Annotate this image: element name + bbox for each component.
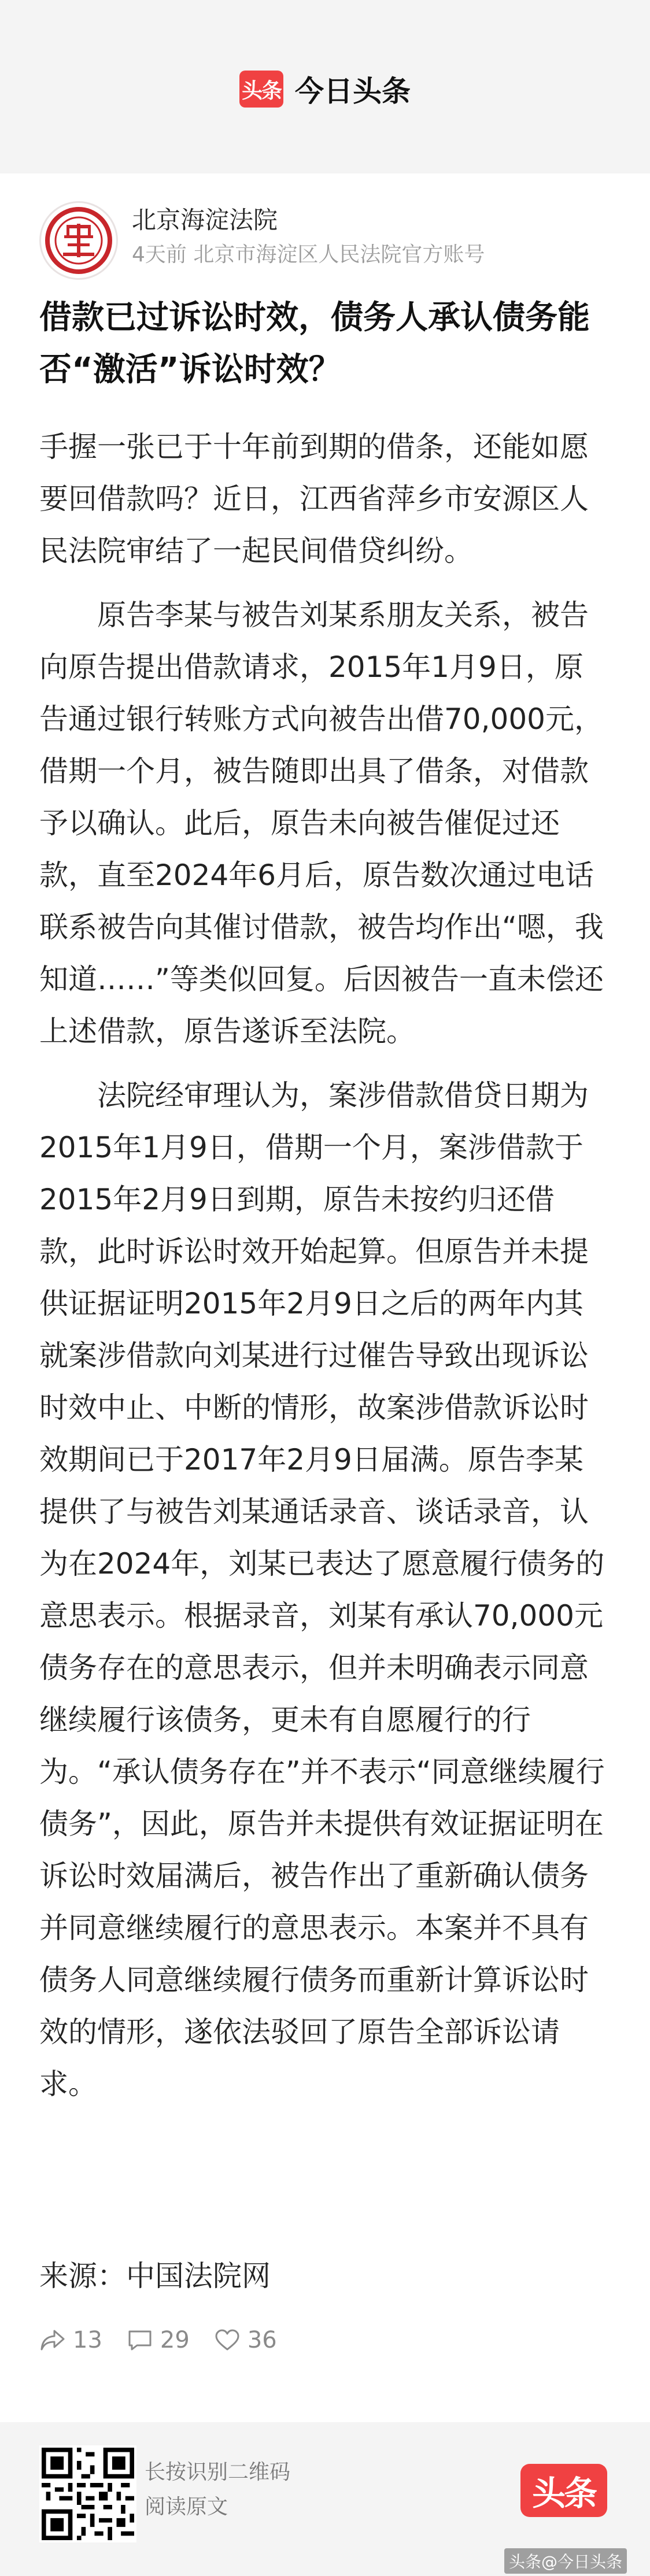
action-bar (39, 2317, 301, 2363)
article-body (39, 421, 612, 2122)
article-paragraph: 法院经审理认为，案涉借款借贷日期为2015年1月9日，借期一个月，案涉借款于2015年2月9日到期，原告未按约归还借款，此时诉讼时效开始起算。但原告并未提供证据证明2015年2月9日之后的两年内其就案涉借款向刘某进行过催告导致出现诉讼时效中止、中断的情形，故案涉借款诉讼时效期间已于2017年2月9日届满。原告李某提供了与被告刘某通话录音、谈话录音，认为在2024年，刘某已表达了愿意履行债务的意思表示。根据录音，刘某有承认70,000元债务存在的意思表示，但并未明确表示同意继续履行该债务，更未有自愿履行的行为。“承认债务存在”并不表示“同意继续履行债务”，因此，原告并未提供有效证据证明在诉讼时效届满后，被告作出了重新确认债务并同意继续履行的意思表示。本案并不具有债务人同意继续履行债务而重新计算诉讼时效的情形，遂依法驳回了原告全部诉讼请求。 (39, 1079, 605, 2101)
toutiao-logo-icon: 头条 (239, 71, 283, 108)
qr-code[interactable] (39, 2445, 136, 2542)
author-block[interactable] (39, 197, 618, 277)
heart-icon (214, 2329, 241, 2352)
qr-code-icon (42, 2448, 134, 2540)
share-icon (39, 2329, 66, 2352)
comment-button[interactable] (127, 2327, 190, 2353)
article-source: 来源：中国法院网 (39, 2259, 271, 2293)
comment-icon (127, 2329, 153, 2352)
court-emblem-avatar[interactable] (39, 201, 118, 280)
article-paragraph: 原告李某与被告刘某系朋友关系，被告向原告提出借款请求，2015年1月9日，原告通过银行转账方式向被告出借70,000元，借期一个月，被告随即出具了借条，对借款予以确认。此后，原告未向被告催促过还款，直至2024年6月后，原告数次通过电话联系被告向其催讨借款，被告均作出“嗯，我知道……”等类似回复。后因被告一直未偿还上述借款，原告遂诉至法院。 (39, 598, 604, 1048)
footer (0, 2422, 650, 2576)
author-meta: 4天前 北京市海淀区人民法院官方账号 (132, 243, 485, 267)
comment-count: 29 (160, 2327, 190, 2353)
like-button[interactable] (214, 2327, 277, 2353)
app-header (0, 0, 650, 173)
share-button[interactable] (39, 2327, 102, 2353)
brand-name: 今日头条 (295, 75, 411, 108)
read-original-link[interactable]: 阅读原文 (145, 2495, 228, 2519)
article-title: 借款已过诉讼时效，债务人承认债务能否“激活”诉讼时效？ (39, 299, 590, 388)
like-count: 36 (247, 2327, 277, 2353)
share-count: 13 (73, 2327, 102, 2353)
qr-hint: 长按识别二维码 (145, 2460, 291, 2484)
article-paragraph: 手握一张已于十年前到期的借条，还能如愿要回借款吗？近日，江西省萍乡市安源区人民法院审结了一起民间借贷纠纷。 (39, 430, 589, 568)
brand (0, 68, 650, 110)
watermark: 头条@今日头条 (504, 2548, 627, 2574)
toutiao-footer-logo-icon: 头条 (520, 2464, 607, 2517)
court-emblem-icon (41, 203, 116, 278)
author-name[interactable]: 北京海淀法院 (132, 206, 278, 234)
